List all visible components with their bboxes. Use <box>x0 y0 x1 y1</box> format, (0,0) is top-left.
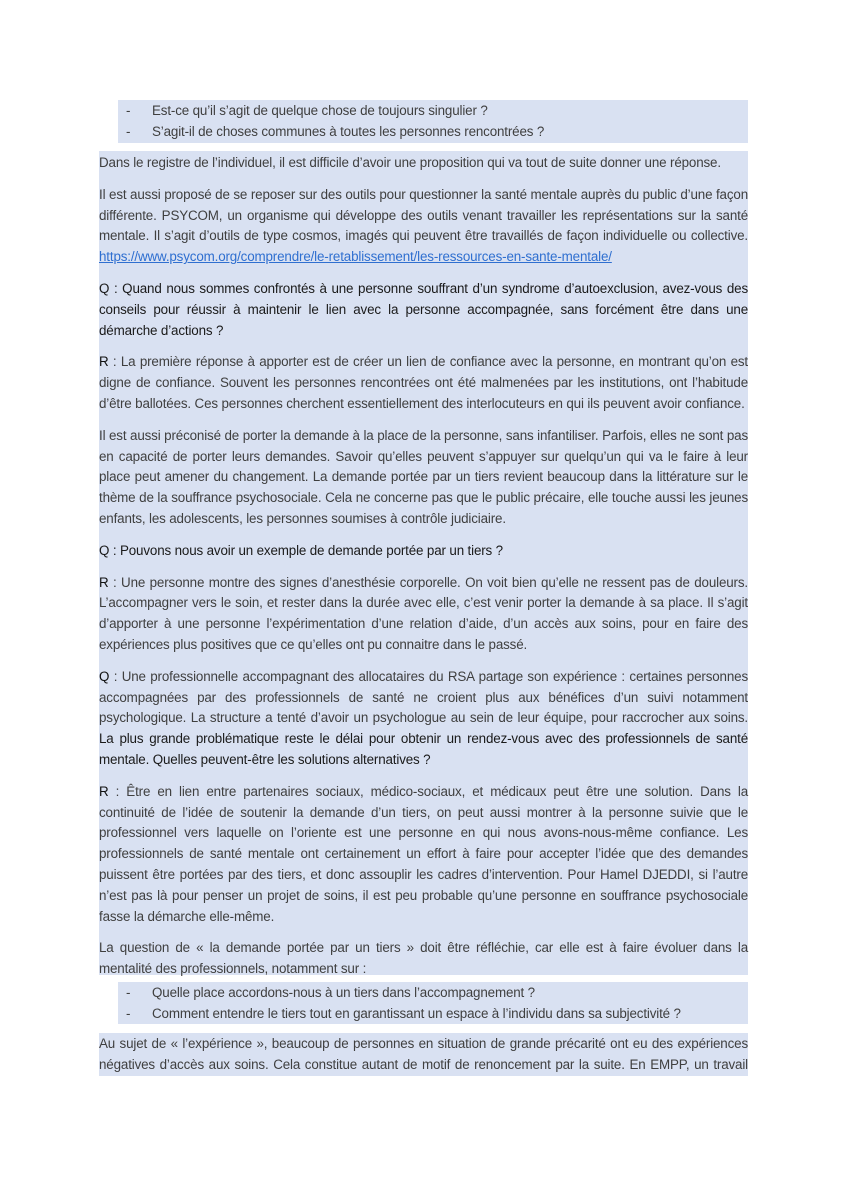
list-item-text: S’agit-il de choses communes à toutes les personnes rencontrées ? <box>152 123 545 139</box>
paragraph-text: Il est aussi proposé de se reposer sur des outils pour questionner la santé mentale auprès du public d’une façon différente. PSYCOM, un organisme qui développe des outils venant travailler les représentations sur la santé mentale. Il s’agit d’outils de type cosmos, imagés qui peuvent être travaillés de façon individuelle ou collective. <box>99 186 748 244</box>
list-item <box>118 983 748 1004</box>
question-list-2 <box>118 982 748 1024</box>
answer-text: : Une personne montre des signes d’anesthésie corporelle. On voit bien qu’elle ne ressent pas de douleurs. L’accompagner vers le soin, et rester dans la durée avec elle, c’est venir porter la demande à sa place. Il s’agit d’apporter à une personne l’expérimentation d’une relation d’aide, d’un accès aux soins, pour en faire des expériences plus positives que ce qu’elles ont pu connaitre dans le passé. <box>99 574 748 652</box>
list-item-text: Quelle place accordons-nous à un tiers dans l’accompagnement ? <box>152 985 535 1000</box>
paragraph-question-third-party: La question de « la demande portée par un tiers » doit être réfléchie, car elle est à faire évoluer dans la mentalité des professionnels, notamment sur : <box>99 940 748 977</box>
list-item <box>118 1004 748 1025</box>
answer-partners <box>99 782 748 928</box>
final-paragraph-block <box>99 1033 748 1076</box>
list-item <box>118 122 748 143</box>
psycom-link[interactable]: https://www.psycom.org/comprendre/le-retablissement/les-ressources-en-sante-mentale/ <box>99 249 612 265</box>
answer-label: R <box>99 574 109 590</box>
question-rsa-professional <box>99 667 748 771</box>
answer-label: R <box>99 354 109 370</box>
answer-trust <box>99 352 748 414</box>
answer-anesthesia-example <box>99 573 748 656</box>
paragraph-experience: Au sujet de « l’expérience », beaucoup de personnes en situation de grande précarité ont eu des expériences négatives d’accès aux soins. Cela constitue autant de motif de renoncement par la suite. En EMPP, un travail <box>99 1036 748 1072</box>
answer-text: : Être en lien entre partenaires sociaux, médico-sociaux, et médicaux peut être une solution. Dans la continuité de l’idée de soutenir la demande d’un tiers, on peut aussi montrer à la personne suivie que le professionnel vers laquelle on l’oriente est une personne en qui nous avons-nous-même confiance. Les professionnels de santé mentale ont certainement un effort à faire pour accepter l’idée que des demandes puissent être portées par des tiers, et donc assouplir les cadres d’intervention. Pour Hamel DJEDDI, si l’autre n’est pas là pour penser un projet de soins, il est peu probable qu’une personne en souffrance psychosociale fasse la démarche elle-même. <box>99 783 748 924</box>
bullet-dash: - <box>126 123 131 139</box>
paragraph-individual-register: Dans le registre de l’individuel, il est difficile d’avoir une proposition qui va tout de suite donner une réponse. <box>99 155 721 170</box>
bullet-dash: - <box>126 103 131 118</box>
question-text-emphasis: La plus grande problématique reste le délai pour obtenir un rendez-vous avec des professionnels de santé mentale. Quelles peuvent-être les solutions alternatives ? <box>99 731 748 767</box>
question-list-1 <box>118 100 748 143</box>
question-third-party-example: Q : Pouvons nous avoir un exemple de demande portée par un tiers ? <box>99 542 503 558</box>
question-text: : Une professionnelle accompagnant des allocataires du RSA partage son expérience : certaines personnes accompagnées par des professionnels de santé ne croient plus aux bénéfices d’un suivi notamment psychologique. La structure a tenté d’avoir un psychologue au sein de leur équipe, pour raccrocher aux soins. <box>99 668 748 726</box>
paragraph-third-party-request: Il est aussi préconisé de porter la demande à la place de la personne, sans infantiliser. Parfois, elles ne sont pas en capacité de porter leurs demandes. Savoir qu’elles peuvent s’appuyer sur quelqu’un qui va le faire à leur place peut amener du changement. La demande portée par un tiers revient beaucoup dans la littérature sur le thème de la souffrance psychosociale. Cela ne concerne pas que le public précaire, elle touche aussi les jeunes enfants, les adolescents, les personnes soumises à contrôle judiciaire. <box>99 427 748 526</box>
answer-label: R <box>99 783 109 799</box>
answer-text: : La première réponse à apporter est de créer un lien de confiance avec la personne, en montrant qu’on est digne de confiance. Souvent les personnes rencontrées ont été malmenées par les institutions, ont l’habitude d’être ballotées. Ces personnes cherchent essentiellement des interlocuteurs en qui ils peuvent avoir confiance. <box>99 354 748 411</box>
question-label: Q <box>99 668 110 684</box>
bullet-dash: - <box>126 985 131 1000</box>
paragraph-psycom-tools <box>99 185 748 268</box>
list-item-text: Est-ce qu’il s’agit de quelque chose de toujours singulier ? <box>152 103 488 118</box>
question-autoexclusion: Q : Quand nous sommes confrontés à une personne souffrant d’un syndrome d’autoexclusion, avez-vous des conseils pour réussir à maintenir le lien avec la personne accompagnée, sans forcément être dans une démarche d’actions ? <box>99 280 748 338</box>
list-item <box>118 101 748 122</box>
list-item-text: Comment entendre le tiers tout en garantissant un espace à l’individu dans sa subjectivité ? <box>152 1005 681 1021</box>
bullet-dash: - <box>126 1005 131 1021</box>
main-body-block <box>99 151 748 975</box>
